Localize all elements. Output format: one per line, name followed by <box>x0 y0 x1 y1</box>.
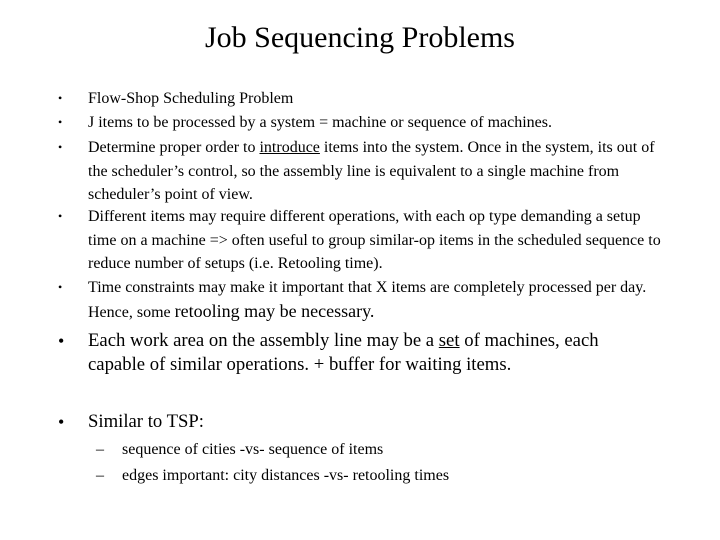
bullet-text: Time constraints may make it important that X items are completely processed per day. Hence, some retooling may be necessary. <box>88 279 647 321</box>
underlined-word: introduce <box>259 139 320 156</box>
bullet-text: Different items may require different operations, with each op type demanding a setup time on a machine => often useful to group similar-op items in the scheduled sequence to reduce number of setups (i.e. Retooling time). <box>88 208 661 272</box>
sub-item-text: sequence of cities -vs- sequence of items <box>122 441 384 458</box>
bullet-dot: • <box>58 209 63 223</box>
bullet-text: J items to be processed by a system = machine or sequence of machines. <box>88 114 552 131</box>
bullet-dot: • <box>58 91 63 105</box>
bullet-text: Each work area on the assembly line may be a set of machines, each capable of similar operations. + buffer for waiting items. <box>88 330 599 375</box>
dash: – <box>96 467 104 484</box>
underlined-word: set <box>438 330 460 351</box>
sub-item-text: edges important: city distances -vs- retooling times <box>122 467 450 484</box>
bullet-dot: • <box>58 140 63 154</box>
dash: – <box>96 441 104 458</box>
bullet-dot: • <box>58 412 65 432</box>
bullet-text: Determine proper order to introduce items into the system. Once in the system, its out of the scheduler’s control, so the assembly line is equivalent to a single machine from scheduler’s point of view. <box>88 139 655 203</box>
slide-title: Job Sequencing Problems <box>205 21 515 54</box>
bullet-dot: • <box>58 331 65 351</box>
bullet-text: Similar to TSP: <box>88 411 204 432</box>
bullet-dot: • <box>58 115 63 129</box>
bullet-dot: • <box>58 280 63 294</box>
bullet-text: Flow-Shop Scheduling Problem <box>88 90 294 107</box>
